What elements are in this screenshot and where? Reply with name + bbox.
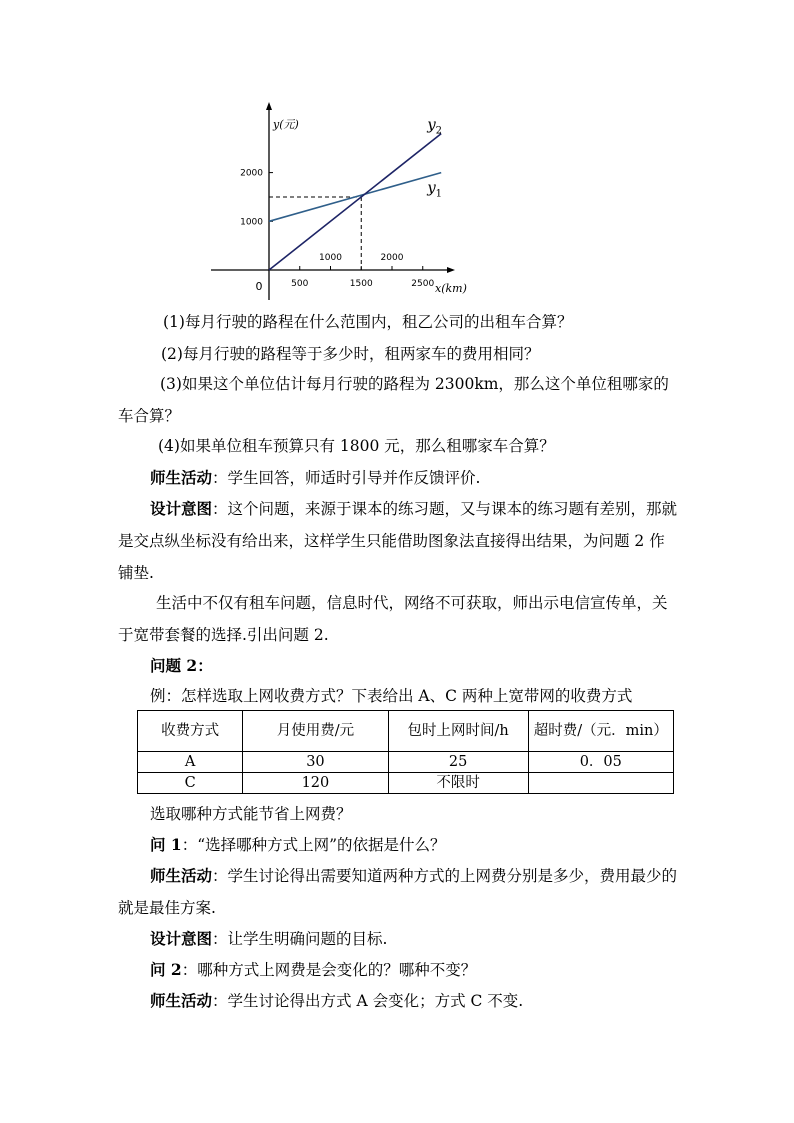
x-tick-label: 2000 [380,253,404,263]
series-label-y2: $y_2$ [427,115,443,137]
x-tick-label: 1000 [319,253,342,263]
table-header-cell: 收费方式 [138,711,243,752]
problem-2-label: 问题 2 [150,656,198,675]
table-header-cell: 包时上网时间/h [388,711,528,752]
table-header-cell: 超时费/（元．min） [528,711,673,752]
x-axis-label: x(km) [435,282,467,295]
y-axis-arrow [266,102,272,110]
table-header-cell: 月使用费/元 [243,711,388,752]
table-cell: 120 [243,773,388,794]
activity-3-text: ：学生讨论得出方式 A 会变化；方式 C 不变. [212,992,524,1010]
intent-2 [150,923,710,955]
lead-paragraph: 生活中不仅有租车问题，信息时代，网络不可获取，师出示电信宣传单，关于宽带套餐的选择.引出问题 2. [118,594,668,644]
activity-1-label: 师生活动 [150,468,213,487]
table-cell: 0．05 [528,752,673,773]
activity-3-label: 师生活动 [150,991,213,1010]
cost-distance-graph [205,100,475,300]
x-tick-label: 1500 [349,279,373,289]
series-line-y1 [269,173,441,222]
intent-1-label: 设计意图 [150,499,213,518]
y-tick-label: 1000 [240,217,263,228]
intent-2-text: ：让学生明确问题的目标. [212,930,388,948]
ask-1-label: 问 1 [150,835,182,854]
series-line-y2 [269,134,441,270]
intent-1 [118,493,678,589]
example-text: 例：怎样选取上网收费方式？下表给出 A、C 两种上宽带网的收费方式 [150,687,633,705]
x-tick-label: 500 [291,279,309,289]
table-cell [528,773,673,794]
x-tick-label: 2500 [411,279,435,289]
table-cell: 25 [388,752,528,773]
series-label-y1: $y_1$ [427,178,443,200]
x-axis-arrow [447,267,455,273]
ask-1-text: ：“选择哪种方式上网”的依据是什么？ [181,836,446,854]
intent-2-label: 设计意图 [150,929,213,948]
table-row [138,752,674,773]
y-axis-label: y(元) [273,118,299,131]
problem-2-colon: ： [197,656,213,675]
activity-2-text: ：学生讨论得出需要知道两种方式的上网费分别是多少，费用最少的就是最佳方案. [118,867,678,917]
question-3: (3)如果这个单位估计每月行驶的路程为 2300km，那么这个单位租哪家的车合算？ [118,375,669,425]
y-tick-label: 2000 [240,168,263,179]
ask-2 [150,954,710,986]
after-table-text: 选取哪种方式能节省上网费？ [150,805,352,823]
activity-1 [150,462,710,494]
problem-2-heading [150,650,710,682]
question-4: (4)如果单位租车预算只有 1800 元，那么租哪家车合算？ [158,437,555,455]
table-header-row [138,711,674,752]
activity-1-text: ：学生回答，师适时引导并作反馈评价. [212,469,481,487]
fee-table [137,710,674,794]
activity-2-label: 师生活动 [150,866,213,885]
series-label-sub: 1 [435,188,443,200]
activity-3 [150,985,710,1017]
question-2: (2)每月行驶的路程等于多少时，租两家车的费用相同？ [161,345,540,363]
table-row [138,773,674,794]
axes [211,102,455,300]
series-label-sub: 2 [435,125,443,137]
ask-1 [150,829,710,861]
origin-label: 0 [255,280,263,293]
series-lines [269,134,441,270]
activity-2 [118,860,678,924]
axis-labels [240,116,467,295]
table-cell: 不限时 [388,773,528,794]
question-1: (1)每月行驶的路程在什么范围内，租乙公司的出租车合算？ [163,313,573,331]
table-cell: 30 [243,752,388,773]
table-cell: C [138,773,243,794]
ask-2-label: 问 2 [150,960,182,979]
table-cell: A [138,752,243,773]
ask-2-text: ：哪种方式上网费是会变化的？哪种不变？ [181,961,477,979]
intent-1-text: ：这个问题，来源于课本的练习题，又与课本的练习题有差别，那就是交点纵坐标没有给出来，这样学生只能借助图象法直接得出结果，为问题 2 作铺垫. [118,500,678,582]
